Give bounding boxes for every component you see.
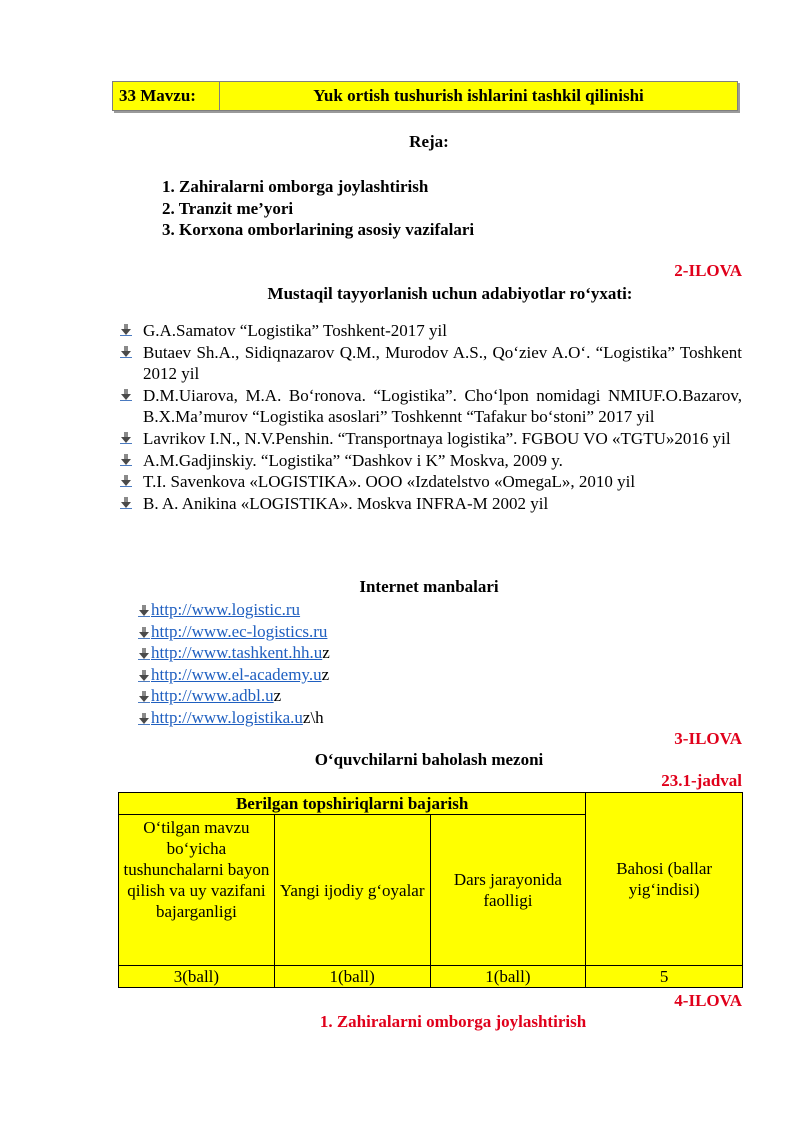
topic-title: Yuk ortish tushurish ishlarini tashkil qilinishi	[313, 86, 644, 105]
web-link[interactable]: http://www.logistic.ru	[151, 600, 301, 619]
grading-table	[118, 792, 743, 988]
table-label: 23.1-jadval	[661, 771, 742, 790]
literature-item: B. A. Anikina «LOGISTIKA». Moskva INFRA-M 2002 yil	[120, 493, 742, 515]
arrow-down-bullet-icon	[138, 627, 150, 639]
link-item	[138, 599, 330, 621]
literature-item: T.I. Savenkova «LOGISTIKA». OOO «Izdatelstvo «OmegaL», 2010 yil	[120, 471, 742, 493]
web-link[interactable]: http://www.adbl.u	[151, 686, 274, 706]
table-cell: 5	[586, 966, 743, 988]
link-item: http://www.logistika.uz\h	[138, 707, 330, 729]
plan-list	[162, 176, 474, 241]
literature-item: A.M.Gadjinskiy. “Logistika” “Dashkov i K” Moskva, 2009 y.	[120, 450, 742, 472]
grading-heading: O‘quvchilarni baholash mezoni	[314, 750, 544, 769]
arrow-down-bullet-icon	[138, 713, 150, 725]
literature-item: D.M.Uiarova, M.A. Bo‘ronova. “Logistika”. Cho‘lpon nomidagi NMIUF.O.Bazarov, B.X.Ma’murov “Logistika asoslari” Toshkennt “Tafakur bo‘stoni” 2017 yil	[120, 385, 742, 428]
arrow-down-bullet-icon	[120, 324, 132, 336]
table-cell: 1(ball)	[274, 966, 430, 988]
arrow-down-bullet-icon	[120, 454, 132, 466]
table-column-header: O‘tilgan mavzu bo‘yicha tushunchalarni bayon qilish va uy vazifani bajarganligi	[119, 815, 275, 966]
table-grade-header: Bahosi (ballar yig‘indisi)	[586, 793, 743, 966]
arrow-down-bullet-icon	[138, 648, 150, 660]
table-row	[119, 966, 743, 988]
arrow-down-bullet-icon	[138, 605, 150, 617]
web-link[interactable]: http://www.tashkent.hh.u	[151, 643, 323, 663]
web-link[interactable]: http://www.el-academy.u	[151, 664, 322, 684]
appendix-3-label: 3-ILOVA	[674, 729, 742, 748]
arrow-down-bullet-icon	[120, 497, 132, 509]
internet-links	[138, 599, 330, 729]
link-item	[138, 621, 330, 643]
appendix-4-label: 4-ILOVA	[674, 991, 742, 1010]
plan-item: 2. Tranzit me’yori	[162, 198, 294, 218]
arrow-down-bullet-icon	[120, 346, 132, 358]
table-group-header: Berilgan topshiriqlarni bajarish	[119, 793, 586, 815]
literature-item: Butaev Sh.A., Sidiqnazarov Q.M., Murodov A.S., Qo‘ziev A.O‘. “Logistika” Toshkent 2012 yil	[120, 342, 742, 385]
appendix-2-label: 2-ILOVA	[674, 261, 742, 280]
literature-item: G.A.Samatov “Logistika” Toshkent-2017 yil	[120, 320, 742, 342]
link-item: http://www.el-academy.uz	[138, 664, 330, 686]
table-cell: 3(ball)	[119, 966, 275, 988]
link-item: http://www.tashkent.hh.uz	[138, 642, 330, 664]
literature-list	[120, 320, 742, 514]
web-link[interactable]: http://www.logistika.u	[151, 707, 303, 727]
web-link[interactable]: http://www.ec-logistics.ru	[151, 621, 328, 641]
link-item: http://www.adbl.uz	[138, 685, 330, 707]
topic-label: 33 Mavzu:	[113, 82, 220, 110]
arrow-down-bullet-icon	[138, 691, 150, 703]
plan-item: 1. Zahiralarni omborga joylashtirish	[162, 177, 429, 196]
section-heading: 1. Zahiralarni omborga joylashtirish	[319, 1012, 587, 1031]
literature-heading: Mustaqil tayyorlanish uchun adabiyotlar ro‘yxati:	[267, 284, 633, 303]
topic-box	[112, 81, 738, 111]
literature-item: Lavrikov I.N., N.V.Penshin. “Transportnaya logistika”. FGBOU VO «TGTU»2016 yil	[120, 428, 742, 450]
table-cell: 1(ball)	[430, 966, 586, 988]
arrow-down-bullet-icon	[120, 389, 132, 401]
table-column-header: Yangi ijodiy g‘oyalar	[274, 815, 430, 966]
table-column-header: Dars jarayonida faolligi	[430, 815, 586, 966]
internet-heading: Internet manbalari	[359, 577, 499, 596]
plan-item: 3. Korxona omborlarining asosiy vazifalari	[162, 220, 475, 239]
arrow-down-bullet-icon	[138, 670, 150, 682]
arrow-down-bullet-icon	[120, 432, 132, 444]
arrow-down-bullet-icon	[120, 475, 132, 487]
plan-heading: Reja:	[409, 132, 449, 151]
